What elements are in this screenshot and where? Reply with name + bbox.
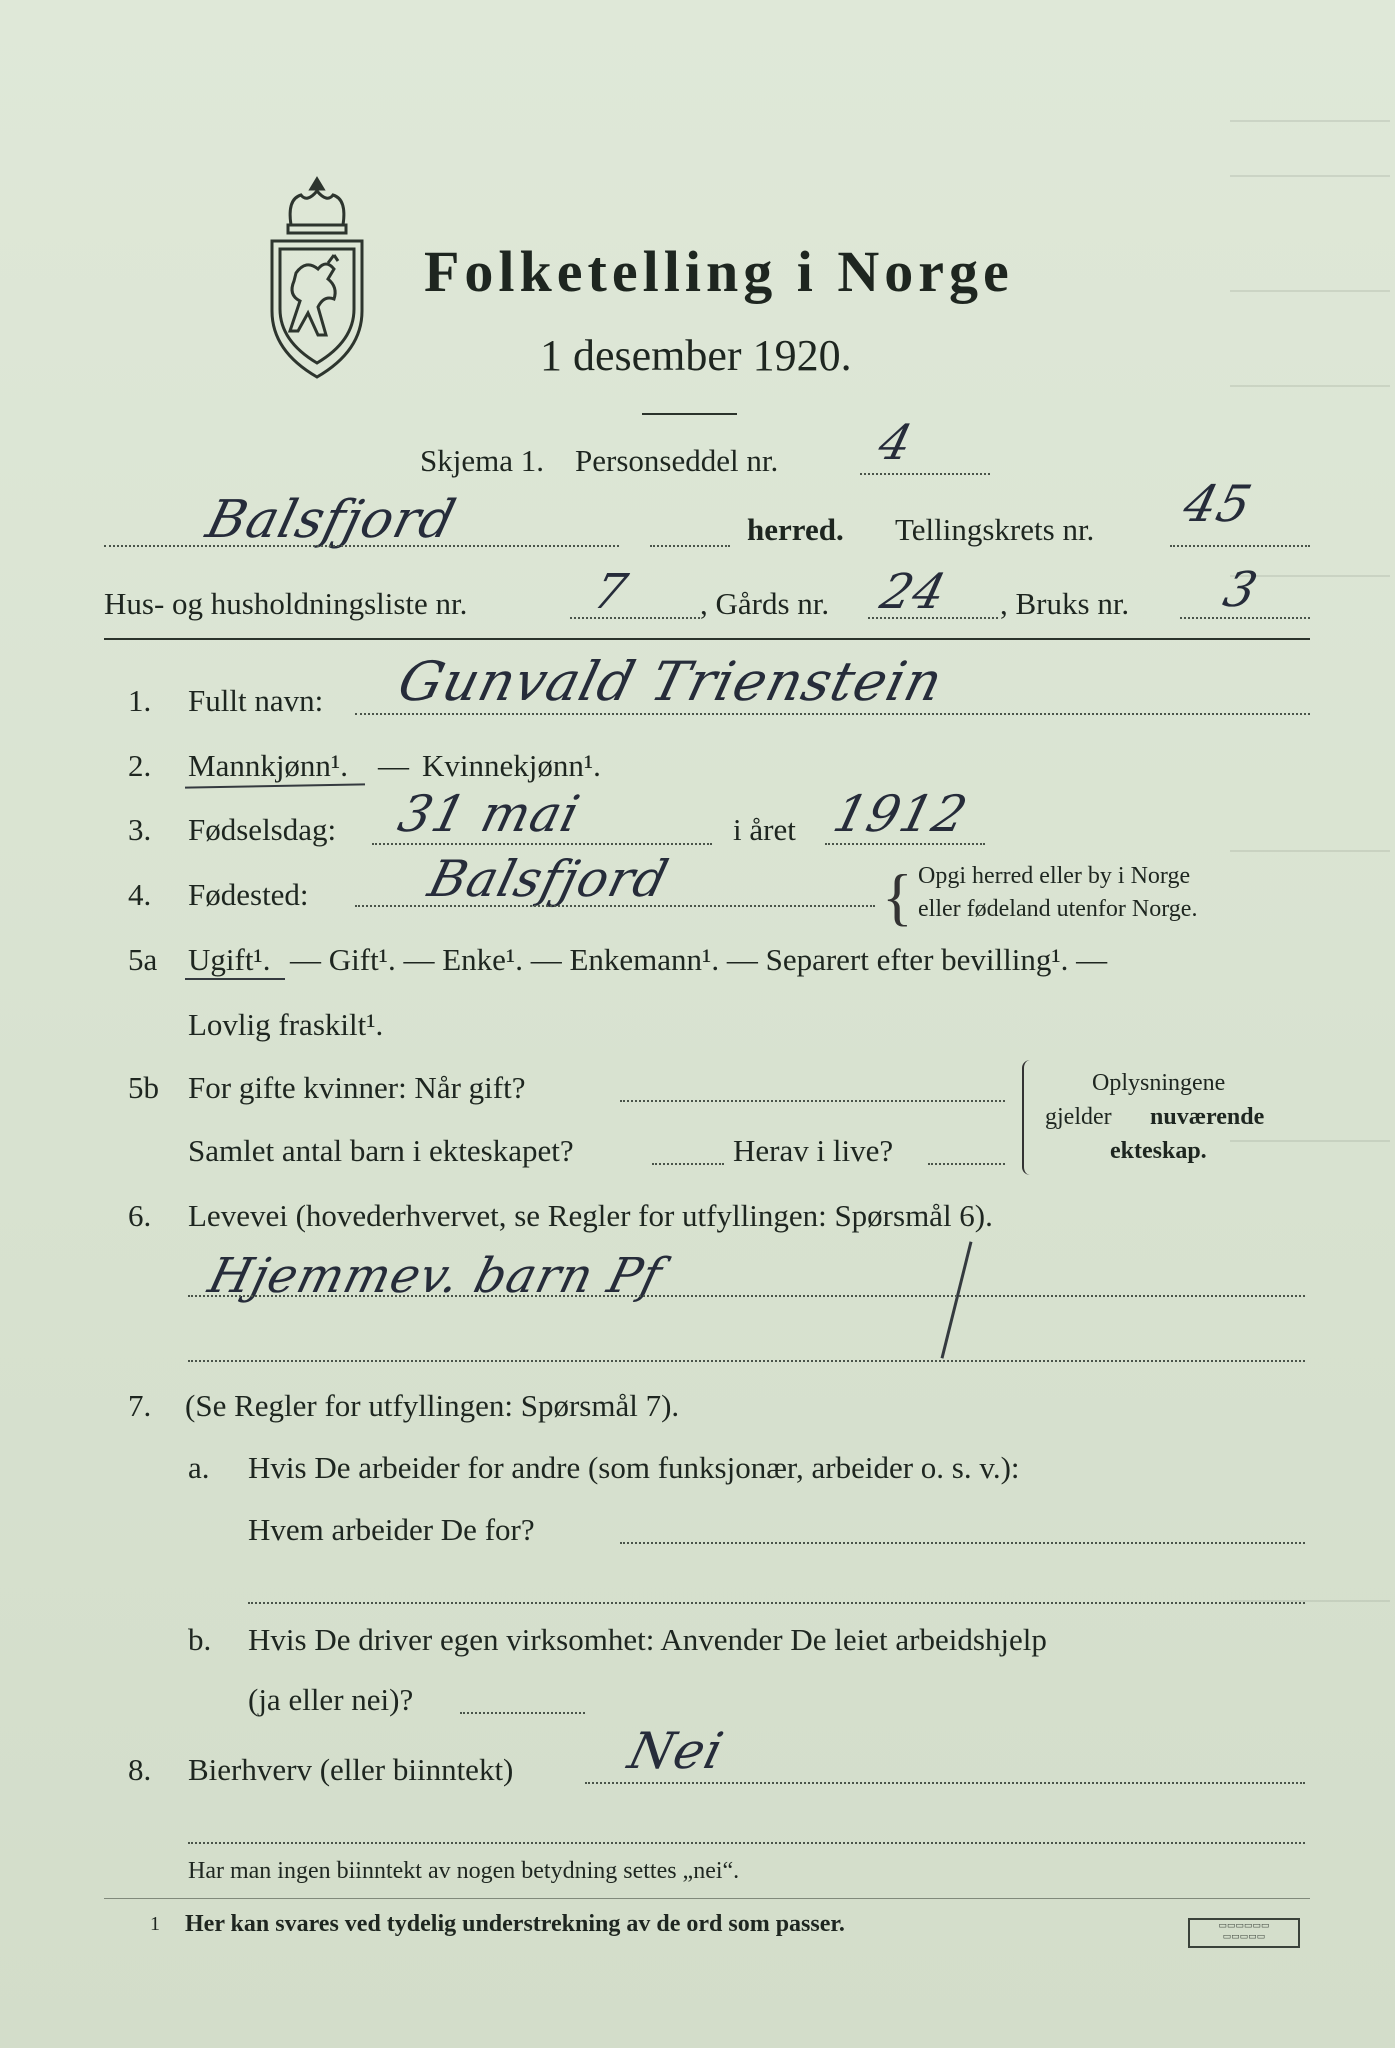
q4-note-line1: Opgi herred eller by i Norge: [918, 863, 1191, 889]
q8-label: Bierhverv (eller biinntekt): [188, 1752, 514, 1787]
full-name-line: [355, 713, 1310, 715]
census-date: 1 desember 1920.: [540, 331, 852, 380]
husliste-value[interactable]: 7: [588, 564, 634, 620]
mann-underline: [185, 783, 365, 788]
birth-year-line: [825, 843, 985, 845]
q5b-note-line2a: gjelder: [1045, 1104, 1112, 1130]
employer-line-1: [620, 1542, 1305, 1544]
ugift-underline: [185, 978, 285, 980]
birth-date-value[interactable]: 31 mai: [392, 785, 586, 843]
children-alive-line: [928, 1163, 1005, 1165]
title-divider: [642, 413, 737, 415]
coat-of-arms-icon: [258, 175, 376, 385]
gards-line: [868, 617, 998, 619]
birthplace-line: [355, 905, 875, 907]
bruks-line: [1180, 617, 1310, 619]
personseddel-label: Personseddel nr.: [575, 443, 779, 478]
footnote-text: Her kan svares ved tydelig understrekning av de ord som passer.: [185, 1911, 845, 1937]
tellingskrets-line: [1170, 545, 1310, 547]
hired-help-line: [460, 1712, 585, 1714]
tellingskrets-label: Tellingskrets nr.: [895, 512, 1095, 547]
full-name-value[interactable]: Gunvald Trienstein: [392, 650, 950, 713]
side-income-value[interactable]: Nei: [622, 1722, 730, 1780]
q7-number: 7.: [128, 1388, 152, 1423]
employer-line-2: [248, 1602, 1305, 1604]
q6-label: Levevei (hovederhvervet, se Regler for utfyllingen: Spørsmål 6).: [188, 1198, 993, 1233]
form-title: Folketelling i Norge: [424, 239, 1014, 304]
q5b-label2: Samlet antal barn i ekteskapet?: [188, 1133, 574, 1168]
side-income-line-1: [585, 1782, 1305, 1784]
skjema-label: Skjema 1.: [420, 443, 544, 478]
gards-value[interactable]: 24: [875, 564, 953, 620]
birthplace-value[interactable]: Balsfjord: [422, 850, 675, 908]
bruks-label: , Bruks nr.: [1000, 586, 1130, 621]
q5a-ugift: Ugift¹.: [188, 942, 271, 977]
q2-kvinne: Kvinnekjønn¹.: [422, 748, 601, 783]
q1-label: Fullt navn:: [188, 683, 324, 718]
footer-note: Har man ingen biinntekt av nogen betydning settes „nei“.: [188, 1858, 740, 1884]
q5b-number: 5b: [128, 1070, 159, 1105]
q2-number: 2.: [128, 748, 152, 783]
occupation-line-2: [188, 1360, 1305, 1362]
q2-mann: Mannkjønn¹.: [188, 748, 348, 783]
q5a-line1: — Gift¹. — Enke¹. — Enkemann¹. — Separert efter bevilling¹. —: [290, 942, 1108, 977]
husliste-label: Hus- og husholdningsliste nr.: [104, 586, 468, 621]
bracket-icon: [1022, 1060, 1032, 1175]
bleed-through-line: [1230, 120, 1390, 122]
q5b-label1: For gifte kvinner: Når gift?: [188, 1070, 526, 1105]
q3-number: 3.: [128, 812, 152, 847]
bleed-through-line: [1230, 175, 1390, 177]
q1-number: 1.: [128, 683, 152, 718]
q5b-note-line2b: nuværende: [1150, 1104, 1265, 1130]
children-count-line: [652, 1163, 724, 1165]
q7b-number: b.: [188, 1622, 212, 1657]
herred-value[interactable]: Balsfjord: [200, 490, 462, 550]
bleed-through-line: [1230, 385, 1390, 387]
bruks-value[interactable]: 3: [1218, 562, 1264, 618]
q5b-note-line3: ekteskap.: [1110, 1138, 1207, 1164]
q3-label: Fødselsdag:: [188, 812, 337, 847]
q4-label: Fødested:: [188, 877, 309, 912]
q5a-number: 5a: [128, 942, 158, 977]
q5a-line2: Lovlig fraskilt¹.: [188, 1007, 384, 1042]
footnote-mark: 1: [150, 1913, 160, 1935]
q7-label: (Se Regler for utfyllingen: Spørsmål 7).: [185, 1388, 680, 1423]
q7b-line1: Hvis De driver egen virksomhet: Anvender De leiet arbeidshjelp: [248, 1622, 1047, 1657]
q8-number: 8.: [128, 1752, 152, 1787]
gards-label: , Gårds nr.: [700, 586, 830, 621]
q5b-note-line1: Oplysningene: [1092, 1070, 1226, 1096]
bleed-through-line: [1230, 290, 1390, 292]
herred-label: herred.: [747, 512, 844, 547]
q7a-line2: Hvem arbeider De for?: [248, 1512, 535, 1547]
personseddel-value[interactable]: 4: [873, 415, 919, 471]
bleed-through-line: [1230, 850, 1390, 852]
birth-date-line: [372, 843, 712, 845]
printer-mark-stamp: ▭▭▭▭▭▭ ▭▭▭▭▭: [1188, 1918, 1300, 1948]
q7b-line2: (ja eller nei)?: [248, 1682, 414, 1717]
herred-line-1: [104, 545, 619, 547]
q5b-label3: Herav i live?: [733, 1133, 894, 1168]
occupation-stroke: [941, 1241, 973, 1358]
q4-number: 4.: [128, 877, 152, 912]
q7a-line1: Hvis De arbeider for andre (som funksjonær, arbeider o. s. v.):: [248, 1450, 1020, 1485]
q3-aaret-label: i året: [733, 812, 796, 847]
personseddel-line: [860, 473, 990, 475]
side-income-line-2: [188, 1842, 1305, 1844]
q7a-number: a.: [188, 1450, 210, 1485]
tellingskrets-value[interactable]: 45: [1177, 475, 1258, 533]
occupation-line-1: [188, 1295, 1305, 1297]
q6-number: 6.: [128, 1198, 152, 1233]
q2-sep: —: [378, 748, 409, 783]
brace-icon: {: [882, 861, 913, 932]
herred-line-2: [650, 545, 730, 547]
husliste-line: [570, 617, 700, 619]
occupation-value[interactable]: Hjemmev. barn Pf: [203, 1248, 669, 1304]
birth-year-value[interactable]: 1912: [827, 785, 974, 843]
married-date-line: [620, 1100, 1005, 1102]
q4-note-line2: eller fødeland utenfor Norge.: [918, 896, 1198, 922]
bleed-through-line: [1230, 1140, 1390, 1142]
footer-rule: [104, 1898, 1310, 1899]
header-rule: [104, 638, 1310, 640]
